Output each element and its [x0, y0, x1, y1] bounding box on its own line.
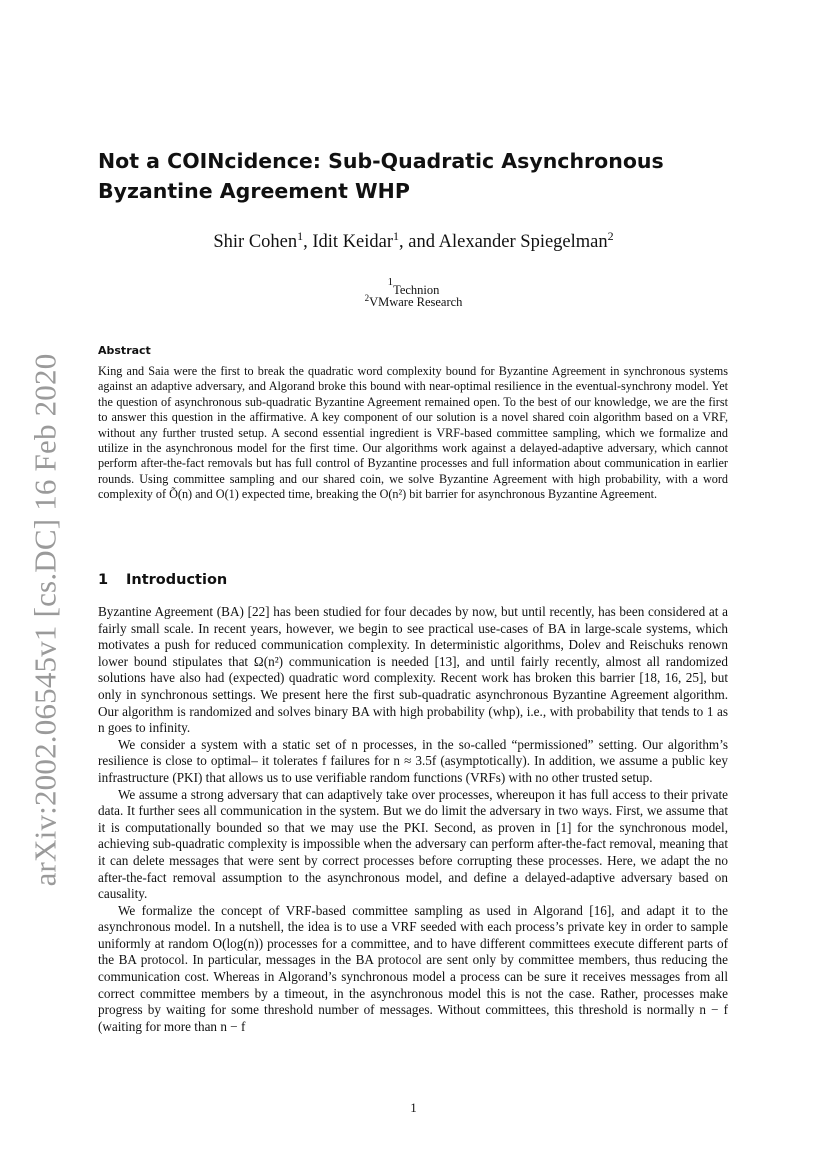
author-list	[0, 229, 827, 253]
affiliation-mark: 1	[387, 276, 394, 288]
author-separator: , and	[399, 232, 439, 252]
title-line-1: Not a COINcidence: Sub-Quadratic Asynchronous	[98, 149, 664, 173]
author-name: Idit Keidar	[312, 232, 394, 252]
affiliation-name: Technion	[393, 283, 440, 297]
author-affiliation-mark: 2	[607, 229, 614, 243]
paragraph: We assume a strong adversary that can adaptively take over processes, whereupon it has full access to their private data. It further sees all communication in the system. But we do limit the adversary in two ways. First, we assume that it is computationally bounded so that we may use the PKI. Second, as proven in [1] for the synchronous model, achieving sub-quadratic complexity is impossible when the adversary can perform after-the-fact removal, meaning that it can delete messages that were sent by correct processes before corrupting these processes. Here, we adapt the no after-the-fact removal assumption to the asynchronous model, and define a delayed-adaptive adversary based on causality.	[98, 786, 728, 902]
section-title: Introduction	[126, 572, 228, 588]
arxiv-stamp	[20, 353, 70, 887]
paper-title	[98, 146, 738, 206]
author-name: Shir Cohen	[213, 232, 298, 252]
author-separator: ,	[303, 232, 313, 252]
paragraph: We formalize the concept of VRF-based committee sampling as used in Algorand [16], and adapt it to the asynchronous model. In a nutshell, the idea is to use a VRF seeded with each process’s private key in order to sample uniformly at random O(log(n)) processes for a committee, and to have different committees execute different parts of the BA protocol. In particular, messages in the BA protocol are sent only by committee members, thus reducing the communication cost. Whereas in Algorand’s synchronous model a process can be sure it receives messages from all correct committee members by a timeout, in the asynchronous model this is not the case. Rather, processes make progress by waiting for some threshold number of messages. Without committees, this threshold is normally n − f (waiting for more than n − f	[98, 902, 728, 1034]
abstract-heading: Abstract	[98, 344, 151, 357]
section-heading	[98, 572, 227, 588]
paragraph: Byzantine Agreement (BA) [22] has been studied for four decades by now, but until recently, has been considered at a fairly small scale. In recent years, however, we begin to see practical use-cases of BA in large-scale systems, which motivates a push for reduced communication complexity. In deterministic algorithms, Dolev and Reischuks renown lower bound stipulates that Ω(n²) communication is needed [13], and until fairly recently, almost all randomized solutions have also had (expected) quadratic word complexity. Recent work has broken this barrier [18, 16, 25], but only in synchronous settings. We present here the first sub-quadratic asynchronous Byzantine Agreement algorithm. Our algorithm is randomized and solves binary BA with high probability (whp), i.e., with probability that tends to 1 as n goes to infinity.	[98, 604, 728, 736]
abstract-text: King and Saia were the first to break the quadratic word complexity bound for Byzantine Agreement in synchronous systems against an adaptive adversary, and Algorand broke this bound with near-optimal resilience in the eventual-synchrony model. Yet the question of asynchronous sub-quadratic Byzantine Agreement remained open. To the best of our knowledge, we are the first to answer this question in the affirmative. A key component of our solution is a novel shared coin algorithm based on a VRF, without any further trusted setup. A second essential ingredient is VRF-based committee sampling, which we formalize and utilize in the asynchronous model for the first time. Our algorithms work against a delayed-adaptive adversary, which cannot perform after-the-fact removals but has full control of Byzantine processes and full information about communication in earlier rounds. Using committee sampling and our shared coin, we solve Byzantine Agreement with high probability, with a word complexity of Õ(n) and O(1) expected time, breaking the O(n²) bit barrier for asynchronous Byzantine Agreement.	[98, 364, 728, 502]
affiliation	[0, 293, 827, 310]
page-number: 1	[410, 1100, 417, 1115]
title-line-2: Byzantine Agreement WHP	[98, 179, 410, 203]
introduction-body	[98, 604, 728, 1035]
author-affiliation-mark: 1	[297, 229, 304, 243]
author-affiliation-mark: 1	[393, 229, 400, 243]
affiliation-mark: 2	[364, 293, 370, 303]
section-number: 1	[98, 572, 109, 588]
arxiv-id: arXiv:2002.06545v1 [cs.DC] 16 Feb 2020	[27, 353, 62, 887]
author-name: Alexander Spiegelman	[438, 232, 608, 252]
affiliation-name: VMware Research	[369, 295, 463, 309]
paragraph: We consider a system with a static set of n processes, in the so-called “permissioned” setting. Our algorithm’s resilience is close to optimal– it tolerates f failures for n ≈ 3.5f (asymptotically). In addition, we assume a public key infrastructure (PKI) that allows us to use verifiable random functions (VRFs) with no other trusted setup.	[98, 736, 728, 785]
